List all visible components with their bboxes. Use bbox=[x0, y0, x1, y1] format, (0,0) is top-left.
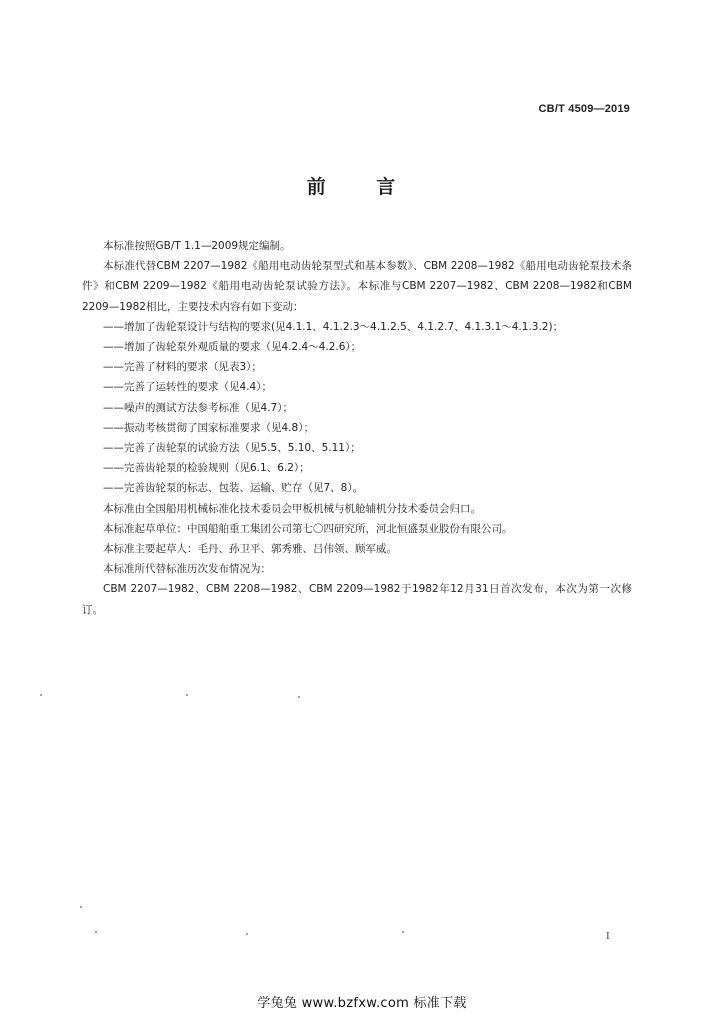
change-item: ——完善齿轮泵的标志、包装、运输、贮存（见7、8）。 bbox=[103, 482, 364, 495]
paragraph-committee: 本标准由全国船用机械标准化技术委员会甲板机械与机舱辅机分技术委员会归口。 bbox=[103, 502, 481, 515]
change-item: ——增加了齿轮泵设计与结构的要求(见4.1.1、4.1.2.3～4.1.2.5、4.1.2.7、4.1.3.1～4.1.3.2)； bbox=[103, 320, 564, 333]
change-item: ——振动考核贯彻了国家标准要求（见4.8）； bbox=[103, 421, 314, 434]
change-item: ——增加了齿轮泵外观质量的要求（见4.2.4～4.2.6）； bbox=[103, 341, 362, 354]
page-title: 前 言 bbox=[306, 176, 418, 198]
change-item: ——完善了材料的要求（见表3）； bbox=[103, 361, 262, 374]
scan-speck bbox=[186, 694, 188, 696]
changes-list bbox=[82, 317, 632, 499]
scan-speck bbox=[80, 906, 82, 908]
paragraph-history: CBM 2207—1982、CBM 2208—1982、CBM 2209—1982于1982年12月31日首次发布，本次为第一次修订。 bbox=[82, 583, 632, 616]
scan-speck bbox=[40, 694, 42, 696]
paragraph-drafting-units: 本标准起草单位：中国船舶重工集团公司第七〇四研究所，河北恒盛泵业股份有限公司。 bbox=[103, 522, 513, 535]
paragraph-history-heading: 本标准所代替标准历次发布情况为： bbox=[103, 563, 271, 576]
scan-speck bbox=[402, 931, 404, 933]
footer-watermark: 学兔兔 www.bzfxw.com 标准下载 bbox=[257, 996, 467, 1011]
paragraph-drafters: 本标准主要起草人：毛丹、孙卫平、郭秀雅、吕伟领、顾军威。 bbox=[103, 543, 397, 556]
scan-speck bbox=[298, 696, 300, 698]
paragraph-drafting-rule: 本标准按照GB/T 1.1—2009规定编制。 bbox=[103, 240, 291, 252]
scan-speck bbox=[95, 931, 97, 933]
change-item: ——完善齿轮泵的检验规则（见6.1、6.2）； bbox=[103, 462, 310, 475]
scan-speck bbox=[246, 933, 248, 935]
foreword-body bbox=[82, 236, 632, 620]
standard-code: CB/T 4509—2019 bbox=[538, 103, 630, 115]
change-item: ——噪声的测试方法参考标准（见4.7）； bbox=[103, 401, 293, 414]
change-item: ——完善了齿轮泵的试验方法（见5.5、5.10、5.11）； bbox=[103, 442, 361, 455]
change-item: ——完善了运转性的要求（见4.4）； bbox=[103, 381, 272, 394]
paragraph-replacement: 本标准代替CBM 2207—1982《船用电动齿轮泵型式和基本参数》、CBM 2208—1982《船用电动齿轮泵技术条件》和CBM 2209—1982《船用电动齿轮泵试验方法》。本标准与CBM 2207—1982、CBM 2208—1982和CBM 2209—1982相比，主要技术内容有如下变动： bbox=[82, 260, 632, 313]
page-number: I bbox=[606, 930, 610, 942]
